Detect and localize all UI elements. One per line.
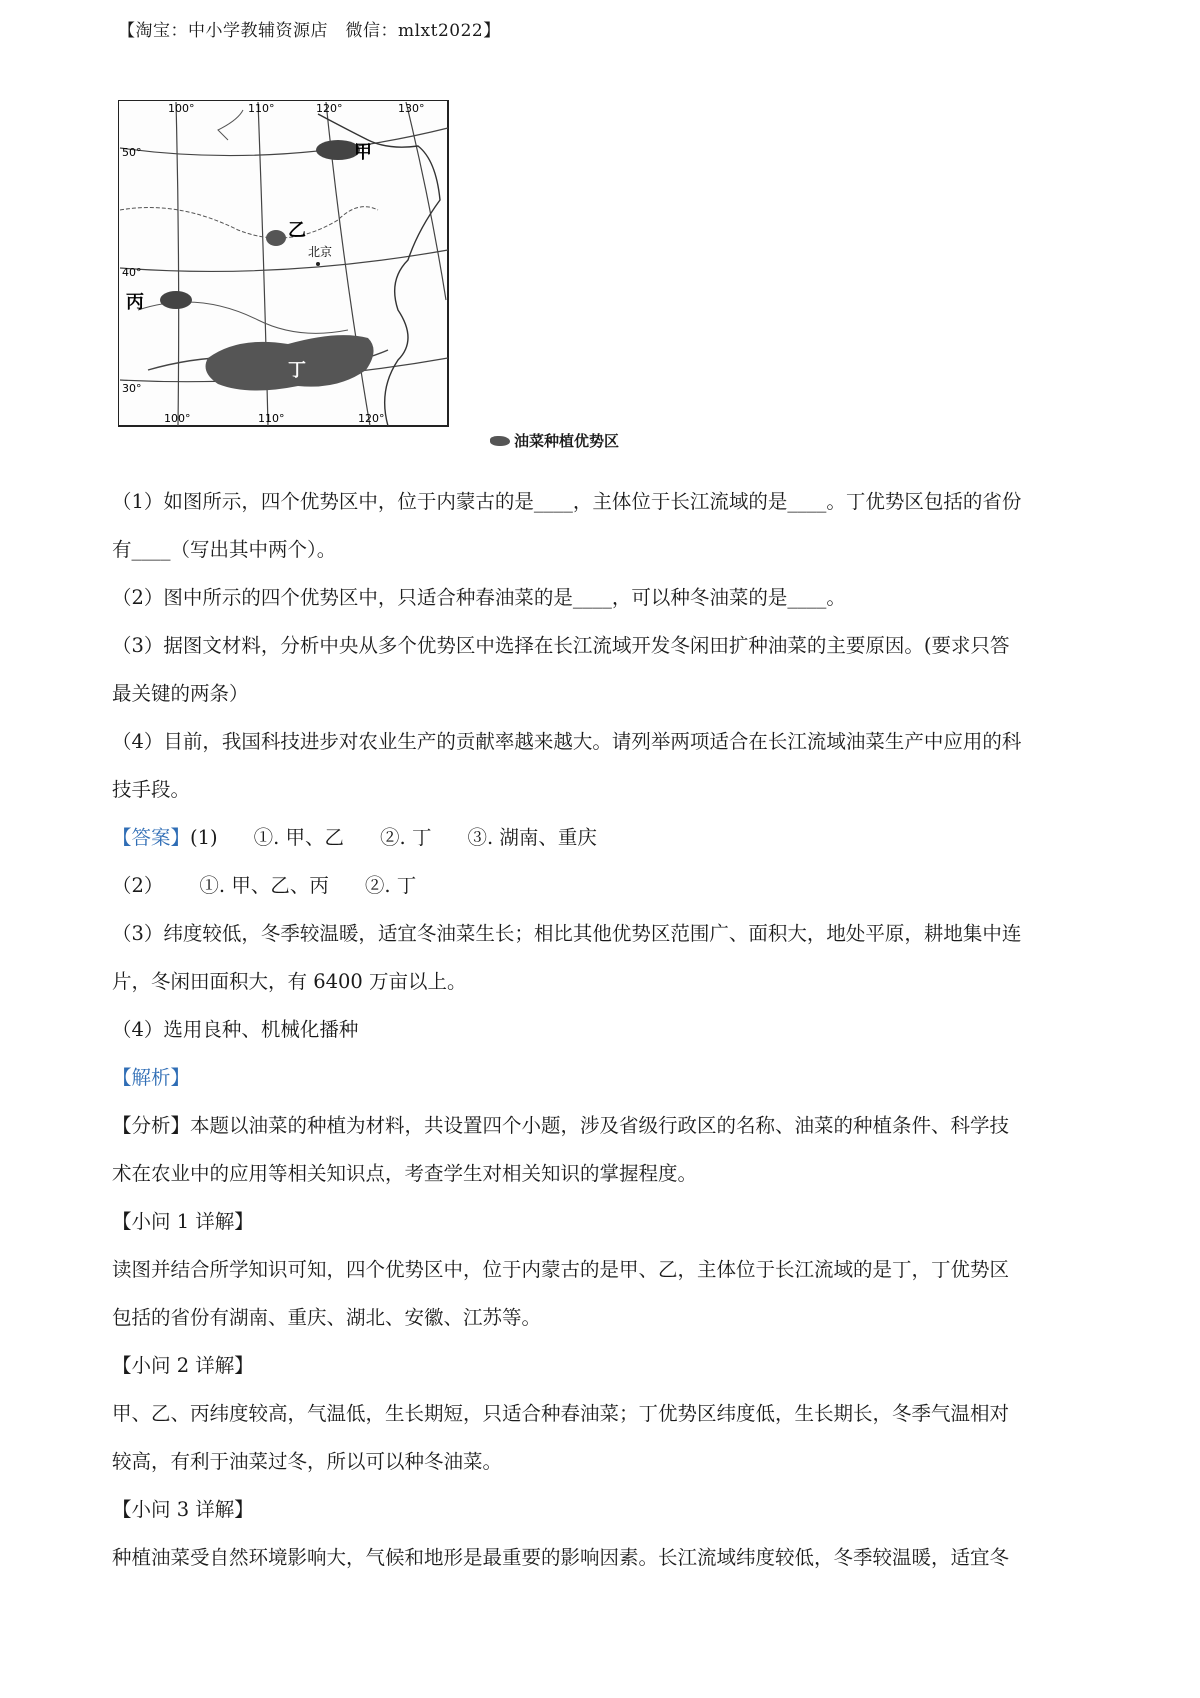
city-label-beijing: 北京 xyxy=(308,245,333,259)
city-dot-beijing xyxy=(316,262,320,266)
lon-label-100: 100° xyxy=(168,102,195,115)
answer-1-item-3: ③. 湖南、重庆 xyxy=(467,826,597,849)
lat-label-40: 40° xyxy=(122,266,142,279)
lat-label-50: 50° xyxy=(122,146,142,159)
answer-1 xyxy=(112,814,1102,862)
question-1-line-1: （1）如图所示，四个优势区中，位于内蒙古的是____，主体位于长江流域的是____。丁优势区包括的省份 xyxy=(112,490,1022,513)
bottom-label-110: 110° xyxy=(258,412,285,425)
legend-swatch-icon xyxy=(490,436,510,446)
answer-label: 【答案】 xyxy=(112,826,191,849)
question-2: （2）图中所示的四个优势区中，只适合种春油菜的是____，可以种冬油菜的是____。 xyxy=(112,586,846,609)
answer-3-line-2: 片，冬闲田面积大，有 6400 万亩以上。 xyxy=(112,970,467,993)
region-yi-area xyxy=(266,230,286,246)
region-label-ding: 丁 xyxy=(288,360,306,381)
answer-2 xyxy=(112,862,1102,910)
answer-3-line-1: （3）纬度较低，冬季较温暖，适宜冬油菜生长；相比其他优势区范围广、面积大，地处平原，耕地集中连 xyxy=(112,922,1022,945)
legend-label: 油菜种植优势区 xyxy=(514,432,620,450)
lon-label-120: 120° xyxy=(316,102,343,115)
region-label-yi: 乙 xyxy=(288,220,306,241)
sub-question-2-title: 【小问 2 详解】 xyxy=(112,1354,254,1377)
sub-question-1-line-2: 包括的省份有湖南、重庆、湖北、安徽、江苏等。 xyxy=(112,1306,542,1329)
rapeseed-map xyxy=(118,100,678,468)
map-svg xyxy=(118,100,678,468)
answer-2-item-1: ①. 甲、乙、丙 xyxy=(199,874,329,897)
region-label-jia: 甲 xyxy=(354,142,372,163)
lat-label-30: 30° xyxy=(122,382,142,395)
analysis-label: 【解析】 xyxy=(112,1066,191,1089)
analysis-intro-line-1: 【分析】本题以油菜的种植为材料，共设置四个小题，涉及省级行政区的名称、油菜的种植条件、科学技 xyxy=(112,1114,1010,1137)
sub-question-3-line-1: 种植油菜受自然环境影响大，气候和地形是最重要的影响因素。长江流域纬度较低，冬季较温暖，适宜冬 xyxy=(112,1546,1010,1569)
question-4-line-1: （4）目前，我国科技进步对农业生产的贡献率越来越大。请列举两项适合在长江流域油菜生产中应用的科 xyxy=(112,730,1022,753)
page-header: 【淘宝：中小学教辅资源店 微信：mlxt2022】 xyxy=(118,21,501,41)
answer-1-prefix: (1) xyxy=(190,826,218,849)
sub-question-2-line-1: 甲、乙、丙纬度较高，气温低，生长期短，只适合种春油菜；丁优势区纬度低，生长期长，冬季气温相对 xyxy=(112,1402,1010,1425)
question-1-line-2: 有____（写出其中两个）。 xyxy=(112,538,337,561)
bottom-label-120: 120° xyxy=(358,412,385,425)
bottom-label-100: 100° xyxy=(164,412,191,425)
question-3-line-1: （3）据图文材料，分析中央从多个优势区中选择在长江流域开发冬闲田扩种油菜的主要原因。(要求只答 xyxy=(112,634,1010,657)
lon-label-130: 130° xyxy=(398,102,425,115)
sub-question-2-line-2: 较高，有利于油菜过冬，所以可以种冬油菜。 xyxy=(112,1450,503,1473)
question-4-line-2: 技手段。 xyxy=(112,778,191,801)
analysis-intro-line-2: 术在农业中的应用等相关知识点，考查学生对相关知识的掌握程度。 xyxy=(112,1162,698,1185)
answer-2-item-2: ②. 丁 xyxy=(364,874,417,897)
lon-label-110: 110° xyxy=(248,102,275,115)
question-3-line-2: 最关键的两条） xyxy=(112,682,249,705)
answer-4: （4）选用良种、机械化播种 xyxy=(112,1018,359,1041)
answer-1-item-1: ①. 甲、乙 xyxy=(253,826,345,849)
answer-2-prefix: （2） xyxy=(112,874,164,897)
region-label-bing: 丙 xyxy=(126,292,144,313)
document-body xyxy=(112,478,1102,1582)
sub-question-1-line-1: 读图并结合所学知识可知，四个优势区中，位于内蒙古的是甲、乙，主体位于长江流域的是丁，丁优势区 xyxy=(112,1258,1010,1281)
sub-question-1-title: 【小问 1 详解】 xyxy=(112,1210,254,1233)
answer-1-item-2: ②. 丁 xyxy=(380,826,432,849)
map-legend xyxy=(490,430,619,451)
region-bing-area xyxy=(160,291,192,309)
sub-question-3-title: 【小问 3 详解】 xyxy=(112,1498,254,1521)
